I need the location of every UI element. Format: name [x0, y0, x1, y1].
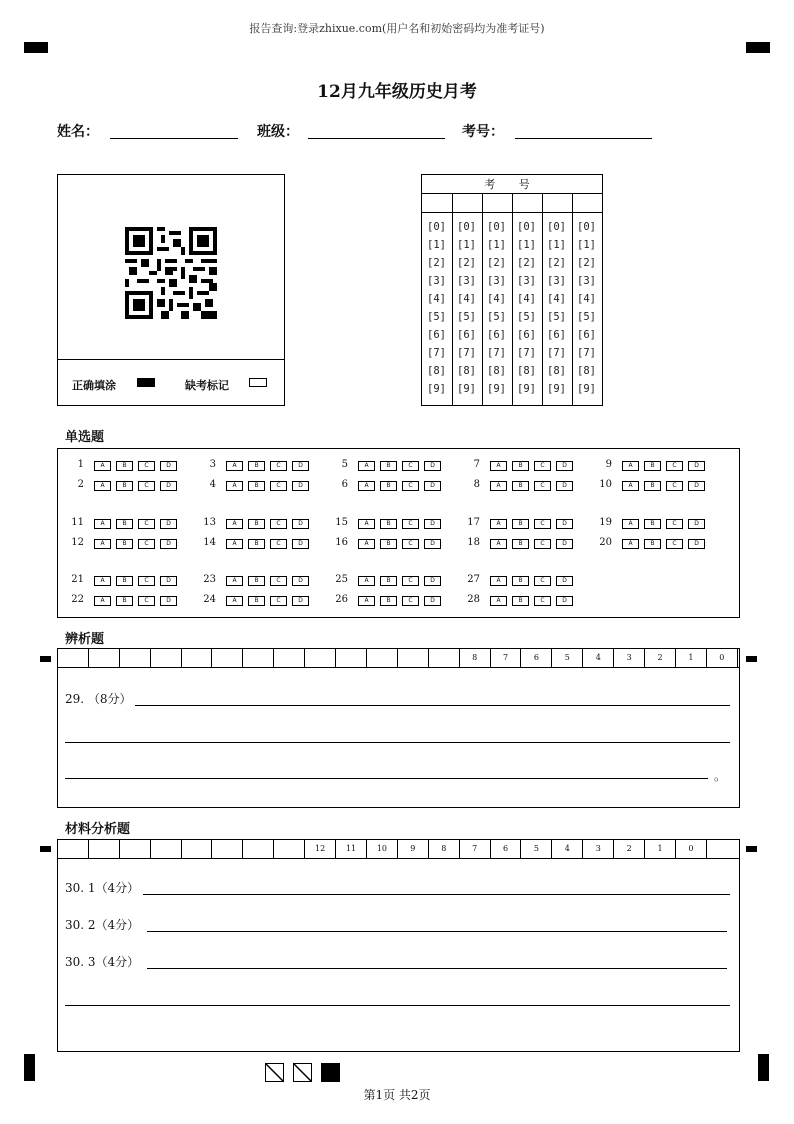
score-cell-blank[interactable]	[151, 649, 182, 667]
option-bubble-a[interactable]: A	[94, 461, 111, 471]
option-bubble-d[interactable]: D	[556, 539, 573, 549]
exam-digit-bubble[interactable]: [5]	[457, 311, 476, 323]
exam-digit-bubble[interactable]: [5]	[487, 311, 506, 323]
exam-number-grid	[421, 174, 603, 406]
multiple-choice-area	[57, 448, 740, 618]
score-cell-4[interactable]: 4	[583, 649, 614, 667]
score-cell-3[interactable]: 3	[583, 840, 614, 858]
analysis-score-row	[57, 648, 740, 668]
option-bubble-a[interactable]: A	[490, 481, 507, 491]
option-bubble-b[interactable]: B	[248, 576, 265, 586]
exam-number-field[interactable]	[515, 138, 652, 139]
score-cell-blank[interactable]	[182, 649, 213, 667]
qr-code-icon	[125, 227, 217, 319]
option-bubble-d[interactable]: D	[688, 481, 705, 491]
score-cell-blank[interactable]	[398, 649, 429, 667]
question-number: 18	[467, 537, 480, 548]
option-bubble-b[interactable]: B	[644, 539, 661, 549]
option-bubble-c[interactable]: C	[534, 576, 551, 586]
option-bubble-a[interactable]: A	[622, 461, 639, 471]
option-bubble-c[interactable]: C	[402, 576, 419, 586]
option-bubble-a[interactable]: A	[490, 596, 507, 606]
option-bubble-a[interactable]: A	[622, 539, 639, 549]
question-30-3-line-1[interactable]	[147, 968, 727, 969]
question-number: 12	[71, 537, 84, 548]
question-number: 9	[605, 459, 612, 470]
option-bubble-a[interactable]: A	[358, 576, 375, 586]
exam-digit-bubble[interactable]: [9]	[427, 383, 446, 395]
option-bubble-d[interactable]: D	[160, 576, 177, 586]
exam-digit-bubble[interactable]: [9]	[577, 383, 596, 395]
exam-digit-bubble[interactable]: [4]	[547, 293, 566, 305]
exam-digit-bubble[interactable]: [4]	[427, 293, 446, 305]
class-label: 班级：	[257, 124, 299, 140]
exam-digit-bubble[interactable]: [8]	[517, 365, 536, 377]
exam-digit-bubble[interactable]: [2]	[517, 257, 536, 269]
question-number: 4	[209, 479, 216, 490]
option-bubble-d[interactable]: D	[424, 539, 441, 549]
absent-mark-checkbox[interactable]	[249, 378, 267, 387]
report-query-note: 报告查询:登录zhixue.com(用户名和初始密码均为准考证号)	[249, 22, 545, 35]
option-bubble-b[interactable]: B	[512, 519, 529, 529]
question-number: 26	[335, 594, 348, 605]
exam-digit-bubble[interactable]: [2]	[547, 257, 566, 269]
option-bubble-a[interactable]: A	[94, 481, 111, 491]
exam-digit-bubble[interactable]: [0]	[517, 221, 536, 233]
question-number: 14	[203, 537, 216, 548]
alignment-mark-bottom-right	[758, 1054, 769, 1081]
option-bubble-d[interactable]: D	[292, 576, 309, 586]
exam-digit-bubble[interactable]: [0]	[457, 221, 476, 233]
option-bubble-b[interactable]: B	[248, 461, 265, 471]
score-cell-7[interactable]: 7	[491, 649, 522, 667]
qr-code-panel	[57, 174, 285, 406]
option-bubble-d[interactable]: D	[292, 539, 309, 549]
score-cell-blank[interactable]	[305, 649, 336, 667]
option-bubble-c[interactable]: C	[270, 576, 287, 586]
question-number: 8	[473, 479, 480, 490]
exam-digit-bubble[interactable]: [4]	[457, 293, 476, 305]
score-cell-5[interactable]: 5	[522, 840, 553, 858]
option-bubble-a[interactable]: A	[226, 596, 243, 606]
exam-digit-bubble[interactable]: [9]	[547, 383, 566, 395]
question-number: 13	[203, 517, 216, 528]
option-bubble-d[interactable]: D	[160, 596, 177, 606]
option-bubble-c[interactable]: C	[270, 596, 287, 606]
question-number: 17	[467, 517, 480, 528]
material-answer-box	[57, 859, 740, 1052]
question-30-2-label: 30. 2（4分）	[65, 918, 140, 932]
option-bubble-b[interactable]: B	[380, 481, 397, 491]
option-bubble-b[interactable]: B	[512, 596, 529, 606]
exam-digit-bubble[interactable]: [1]	[517, 239, 536, 251]
option-bubble-d[interactable]: D	[424, 519, 441, 529]
option-bubble-a[interactable]: A	[358, 539, 375, 549]
score-cell-blank[interactable]	[89, 649, 120, 667]
score-cell-12[interactable]: 12	[305, 840, 336, 858]
option-bubble-c[interactable]: C	[534, 461, 551, 471]
question-number: 28	[467, 594, 480, 605]
option-bubble-d[interactable]: D	[556, 481, 573, 491]
score-cell-blank[interactable]	[243, 649, 274, 667]
option-bubble-b[interactable]: B	[512, 481, 529, 491]
alignment-mark-top-right	[746, 42, 770, 53]
option-bubble-b[interactable]: B	[512, 539, 529, 549]
option-bubble-b[interactable]: B	[380, 461, 397, 471]
exam-digit-bubble[interactable]: [0]	[427, 221, 446, 233]
option-bubble-b[interactable]: B	[380, 576, 397, 586]
option-bubble-c[interactable]: C	[270, 539, 287, 549]
name-field[interactable]	[110, 138, 238, 139]
option-bubble-c[interactable]: C	[402, 539, 419, 549]
option-bubble-a[interactable]: A	[226, 481, 243, 491]
option-bubble-d[interactable]: D	[160, 481, 177, 491]
score-cell-blank[interactable]	[120, 649, 151, 667]
exam-digit-bubble[interactable]: [7]	[577, 347, 596, 359]
page-code-slash-icon-1	[265, 1063, 284, 1082]
option-bubble-c[interactable]: C	[666, 481, 683, 491]
option-bubble-c[interactable]: C	[270, 461, 287, 471]
option-bubble-a[interactable]: A	[94, 539, 111, 549]
option-bubble-b[interactable]: B	[248, 481, 265, 491]
score-cell-9[interactable]: 9	[398, 840, 429, 858]
question-30-1-label: 30. 1（4分）	[65, 881, 140, 895]
option-bubble-c[interactable]: C	[402, 461, 419, 471]
section-title-analysis: 辨析题	[65, 632, 105, 647]
score-cell-2[interactable]: 2	[614, 840, 645, 858]
exam-digit-bubble[interactable]: [8]	[457, 365, 476, 377]
alignment-mark-right	[746, 656, 757, 662]
option-bubble-a[interactable]: A	[358, 596, 375, 606]
exam-digit-bubble[interactable]: [6]	[487, 329, 506, 341]
exam-digit-bubble[interactable]: [3]	[457, 275, 476, 287]
option-bubble-a[interactable]: A	[226, 539, 243, 549]
exam-digit-bubble[interactable]: [1]	[547, 239, 566, 251]
option-bubble-d[interactable]: D	[688, 461, 705, 471]
class-field[interactable]	[308, 138, 445, 139]
option-bubble-c[interactable]: C	[534, 481, 551, 491]
option-bubble-d[interactable]: D	[292, 596, 309, 606]
option-bubble-d[interactable]: D	[424, 576, 441, 586]
option-bubble-d[interactable]: D	[556, 519, 573, 529]
score-cell-6[interactable]: 6	[522, 649, 553, 667]
score-cell-blank[interactable]	[58, 649, 89, 667]
exam-digit-bubble[interactable]: [3]	[487, 275, 506, 287]
question-number: 6	[341, 479, 348, 490]
exam-digit-bubble[interactable]: [5]	[547, 311, 566, 323]
exam-grid-column-divider	[572, 194, 573, 405]
exam-digit-bubble[interactable]: [8]	[547, 365, 566, 377]
option-bubble-a[interactable]: A	[226, 519, 243, 529]
exam-digit-bubble[interactable]: [5]	[577, 311, 596, 323]
exam-digit-bubble[interactable]: [7]	[517, 347, 536, 359]
option-bubble-d[interactable]: D	[424, 596, 441, 606]
page-code-slash-icon-2	[293, 1063, 312, 1082]
question-29-line-2[interactable]	[65, 742, 730, 743]
option-bubble-a[interactable]: A	[490, 519, 507, 529]
exam-digit-bubble[interactable]: [7]	[487, 347, 506, 359]
exam-number-label: 考号：	[462, 124, 504, 140]
exam-digit-bubble[interactable]: [3]	[517, 275, 536, 287]
page-title: 12月九年级历史月考	[317, 82, 477, 102]
score-cell-blank[interactable]	[274, 649, 305, 667]
question-29-end-mark: 。	[714, 769, 727, 783]
option-bubble-d[interactable]: D	[160, 519, 177, 529]
exam-digit-bubble[interactable]: [4]	[517, 293, 536, 305]
score-cell-blank[interactable]	[213, 840, 244, 858]
exam-number-title: 考 号	[422, 175, 602, 194]
alignment-mark-right-2	[746, 846, 757, 852]
alignment-mark-left-2	[40, 846, 51, 852]
exam-digit-bubble[interactable]: [1]	[427, 239, 446, 251]
option-bubble-a[interactable]: A	[358, 461, 375, 471]
question-number: 5	[341, 459, 348, 470]
exam-grid-column-divider	[482, 194, 483, 405]
score-cell-blank[interactable]	[213, 649, 244, 667]
exam-digit-bubble[interactable]: [8]	[577, 365, 596, 377]
absent-mark-label: 缺考标记	[185, 379, 229, 392]
exam-digit-bubble[interactable]: [9]	[517, 383, 536, 395]
exam-digit-bubble[interactable]: [2]	[577, 257, 596, 269]
question-number: 16	[335, 537, 348, 548]
option-bubble-b[interactable]: B	[512, 576, 529, 586]
option-bubble-b[interactable]: B	[644, 461, 661, 471]
score-cell-blank[interactable]	[336, 649, 367, 667]
option-bubble-c[interactable]: C	[138, 539, 155, 549]
correct-fill-sample	[137, 378, 155, 387]
qr-panel-divider	[58, 359, 284, 360]
exam-digit-bubble[interactable]: [6]	[547, 329, 566, 341]
alignment-mark-bottom-left	[24, 1054, 35, 1081]
question-30-2-line[interactable]	[147, 931, 727, 932]
question-number: 19	[599, 517, 612, 528]
exam-digit-bubble[interactable]: [2]	[487, 257, 506, 269]
option-bubble-a[interactable]: A	[94, 596, 111, 606]
score-cell-blank[interactable]	[243, 840, 274, 858]
option-bubble-a[interactable]: A	[622, 481, 639, 491]
question-29-line-3[interactable]	[65, 778, 708, 779]
exam-digit-bubble[interactable]: [3]	[427, 275, 446, 287]
score-cell-blank[interactable]	[120, 840, 151, 858]
score-cell-3[interactable]: 3	[614, 649, 645, 667]
correct-fill-label: 正确填涂	[72, 379, 116, 392]
exam-digit-bubble[interactable]: [7]	[457, 347, 476, 359]
question-number: 7	[473, 459, 480, 470]
option-bubble-c[interactable]: C	[666, 461, 683, 471]
exam-grid-column-divider	[542, 194, 543, 405]
exam-digit-bubble[interactable]: [8]	[487, 365, 506, 377]
exam-digit-bubble[interactable]: [3]	[577, 275, 596, 287]
option-bubble-a[interactable]: A	[94, 519, 111, 529]
option-bubble-b[interactable]: B	[380, 519, 397, 529]
name-label: 姓名：	[57, 124, 99, 140]
option-bubble-b[interactable]: B	[116, 596, 133, 606]
option-bubble-b[interactable]: B	[248, 539, 265, 549]
option-bubble-d[interactable]: D	[292, 519, 309, 529]
exam-digit-bubble[interactable]: [2]	[457, 257, 476, 269]
option-bubble-d[interactable]: D	[160, 461, 177, 471]
option-bubble-b[interactable]: B	[116, 481, 133, 491]
option-bubble-c[interactable]: C	[534, 519, 551, 529]
question-number: 23	[203, 574, 216, 585]
option-bubble-c[interactable]: C	[138, 596, 155, 606]
exam-digit-bubble[interactable]: [5]	[517, 311, 536, 323]
option-bubble-c[interactable]: C	[666, 519, 683, 529]
option-bubble-c[interactable]: C	[138, 481, 155, 491]
option-bubble-a[interactable]: A	[358, 519, 375, 529]
exam-digit-bubble[interactable]: [0]	[487, 221, 506, 233]
option-bubble-d[interactable]: D	[292, 481, 309, 491]
exam-grid-column-divider	[512, 194, 513, 405]
option-bubble-d[interactable]: D	[688, 519, 705, 529]
score-cell-blank[interactable]	[89, 840, 120, 858]
exam-digit-bubble[interactable]: [6]	[457, 329, 476, 341]
score-cell-blank[interactable]	[367, 649, 398, 667]
option-bubble-d[interactable]: D	[556, 461, 573, 471]
score-cell-8[interactable]: 8	[460, 649, 491, 667]
section-title-material: 材料分析题	[65, 822, 131, 837]
exam-digit-bubble[interactable]: [7]	[547, 347, 566, 359]
option-bubble-d[interactable]: D	[424, 481, 441, 491]
option-bubble-b[interactable]: B	[248, 519, 265, 529]
question-29-label: 29. （8分）	[65, 692, 132, 706]
option-bubble-d[interactable]: D	[556, 576, 573, 586]
question-number: 2	[77, 479, 84, 490]
exam-digit-bubble[interactable]: [4]	[487, 293, 506, 305]
option-bubble-b[interactable]: B	[116, 461, 133, 471]
exam-grid-column-divider	[452, 194, 453, 405]
option-bubble-b[interactable]: B	[116, 539, 133, 549]
option-bubble-a[interactable]: A	[490, 539, 507, 549]
option-bubble-b[interactable]: B	[248, 596, 265, 606]
option-bubble-d[interactable]: D	[292, 461, 309, 471]
option-bubble-a[interactable]: A	[490, 576, 507, 586]
question-number: 1	[77, 459, 84, 470]
exam-digit-bubble[interactable]: [4]	[577, 293, 596, 305]
exam-digit-bubble[interactable]: [0]	[547, 221, 566, 233]
option-bubble-b[interactable]: B	[644, 481, 661, 491]
question-number: 10	[599, 479, 612, 490]
alignment-mark-top-left	[24, 42, 48, 53]
option-bubble-a[interactable]: A	[358, 481, 375, 491]
exam-digit-bubble[interactable]: [1]	[487, 239, 506, 251]
score-cell-2[interactable]: 2	[645, 649, 676, 667]
score-cell-8[interactable]: 8	[429, 840, 460, 858]
option-bubble-d[interactable]: D	[160, 539, 177, 549]
exam-digit-bubble[interactable]: [0]	[577, 221, 596, 233]
question-number: 11	[71, 517, 84, 528]
option-bubble-b[interactable]: B	[644, 519, 661, 529]
option-bubble-c[interactable]: C	[138, 519, 155, 529]
option-bubble-a[interactable]: A	[226, 576, 243, 586]
score-cell-10[interactable]: 10	[367, 840, 398, 858]
option-bubble-a[interactable]: A	[94, 576, 111, 586]
material-score-row	[57, 839, 740, 859]
option-bubble-c[interactable]: C	[270, 519, 287, 529]
option-bubble-b[interactable]: B	[380, 539, 397, 549]
option-bubble-c[interactable]: C	[402, 481, 419, 491]
score-cell-blank[interactable]	[429, 649, 460, 667]
option-bubble-c[interactable]: C	[402, 596, 419, 606]
exam-digit-bubble[interactable]: [7]	[427, 347, 446, 359]
exam-digit-bubble[interactable]: [2]	[427, 257, 446, 269]
score-cell-7[interactable]: 7	[460, 840, 491, 858]
option-bubble-c[interactable]: C	[402, 519, 419, 529]
exam-digit-bubble[interactable]: [5]	[427, 311, 446, 323]
score-cell-6[interactable]: 6	[491, 840, 522, 858]
question-number: 27	[467, 574, 480, 585]
score-cell-blank[interactable]	[274, 840, 305, 858]
section-title-multiple-choice: 单选题	[65, 430, 105, 445]
option-bubble-c[interactable]: C	[270, 481, 287, 491]
question-number: 3	[209, 459, 216, 470]
option-bubble-a[interactable]: A	[622, 519, 639, 529]
exam-digit-bubble[interactable]: [9]	[457, 383, 476, 395]
score-cell-blank[interactable]	[738, 649, 739, 667]
question-30-3-label: 30. 3（4分）	[65, 955, 140, 969]
exam-digit-bubble[interactable]: [6]	[517, 329, 536, 341]
option-bubble-c[interactable]: C	[138, 461, 155, 471]
score-cell-1[interactable]: 1	[645, 840, 676, 858]
question-number: 21	[71, 574, 84, 585]
score-cell-0[interactable]: 0	[676, 840, 707, 858]
page-number: 第1页 共2页	[363, 1088, 431, 1102]
option-bubble-d[interactable]: D	[424, 461, 441, 471]
exam-digit-bubble[interactable]: [3]	[547, 275, 566, 287]
option-bubble-a[interactable]: A	[490, 461, 507, 471]
score-cell-0[interactable]: 0	[707, 649, 738, 667]
alignment-mark-left	[40, 656, 51, 662]
question-number: 20	[599, 537, 612, 548]
option-bubble-d[interactable]: D	[556, 596, 573, 606]
score-cell-blank[interactable]	[707, 840, 739, 858]
option-bubble-a[interactable]: A	[226, 461, 243, 471]
option-bubble-b[interactable]: B	[512, 461, 529, 471]
score-cell-1[interactable]: 1	[676, 649, 707, 667]
analysis-answer-box	[57, 668, 740, 808]
question-30-3-line-2[interactable]	[65, 1005, 730, 1006]
question-29-line-1[interactable]	[135, 705, 730, 706]
score-cell-blank[interactable]	[151, 840, 182, 858]
exam-digit-bubble[interactable]: [8]	[427, 365, 446, 377]
exam-digit-bubble[interactable]: [6]	[427, 329, 446, 341]
question-30-1-line[interactable]	[143, 894, 730, 895]
question-number: 25	[335, 574, 348, 585]
page-code-filled-square	[321, 1063, 340, 1082]
exam-digit-bubble[interactable]: [1]	[457, 239, 476, 251]
option-bubble-c[interactable]: C	[666, 539, 683, 549]
question-number: 15	[335, 517, 348, 528]
option-bubble-d[interactable]: D	[688, 539, 705, 549]
score-cell-11[interactable]: 11	[336, 840, 367, 858]
exam-digit-bubble[interactable]: [6]	[577, 329, 596, 341]
question-number: 22	[71, 594, 84, 605]
score-cell-blank[interactable]	[182, 840, 213, 858]
score-cell-4[interactable]: 4	[552, 840, 583, 858]
score-cell-blank[interactable]	[58, 840, 89, 858]
exam-digit-bubble[interactable]: [9]	[487, 383, 506, 395]
option-bubble-c[interactable]: C	[534, 596, 551, 606]
option-bubble-b[interactable]: B	[116, 519, 133, 529]
option-bubble-c[interactable]: C	[138, 576, 155, 586]
score-cell-5[interactable]: 5	[552, 649, 583, 667]
option-bubble-b[interactable]: B	[380, 596, 397, 606]
option-bubble-b[interactable]: B	[116, 576, 133, 586]
option-bubble-c[interactable]: C	[534, 539, 551, 549]
exam-digit-bubble[interactable]: [1]	[577, 239, 596, 251]
question-number: 24	[203, 594, 216, 605]
